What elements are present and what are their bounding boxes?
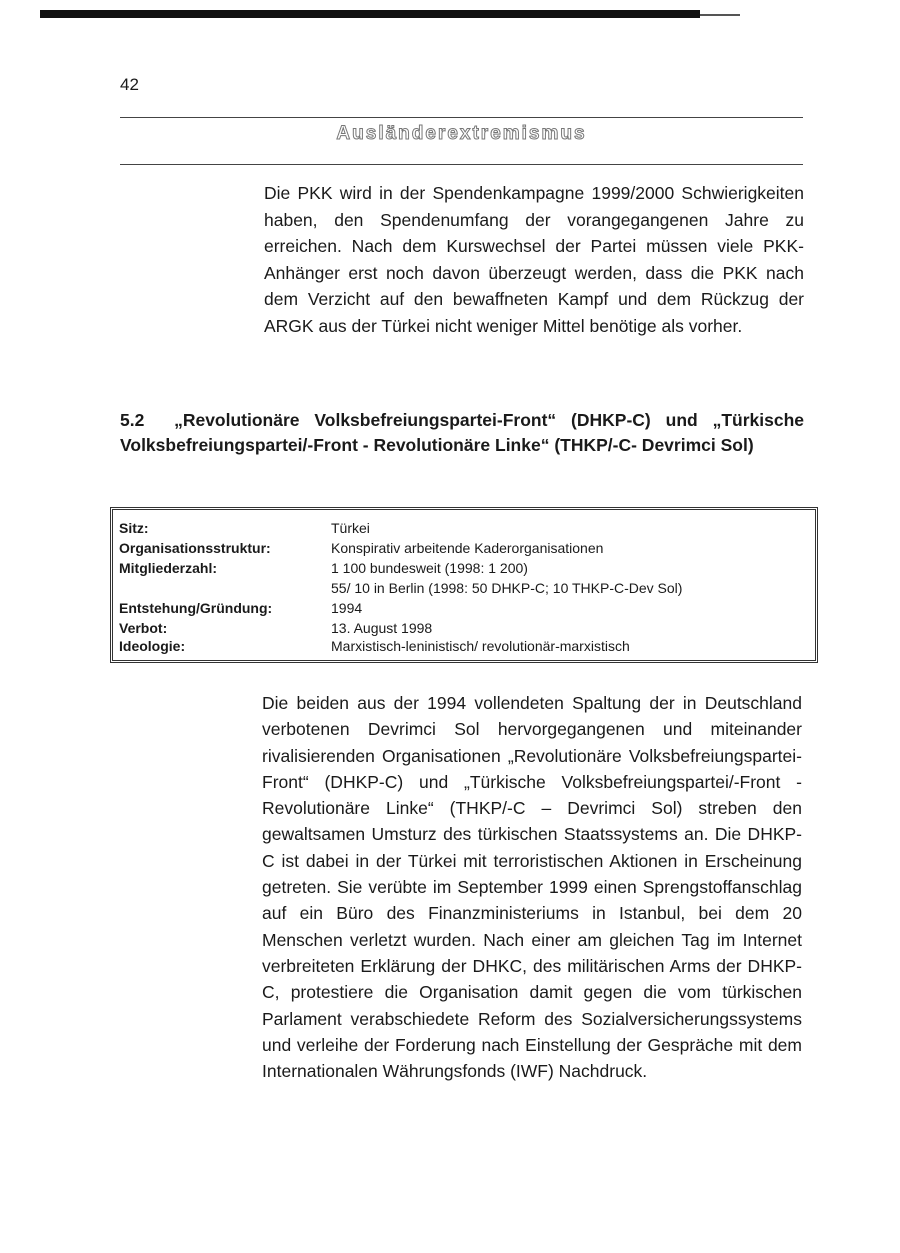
info-label: Entstehung/Gründung: [119,600,273,616]
top-scan-bar [40,10,700,18]
info-label: Verbot: [119,620,168,636]
info-label: Sitz: [119,520,149,536]
paragraph-dhkp-c: Die beiden aus der 1994 vollendeten Spaltung der in Deutschland verbotenen Devrimci Sol hervorgegangenen und miteinander rivalisierenden Organisationen „Revolutionäre Volksbefreiungspartei-Front“ (DHKP-C) und „Türkische Volksbefreiungspartei/-Front - Revolutionäre Linke“ (THKP/-C – Devrimci Sol) streben den gewaltsamen Umsturz des türkischen Staatssystems an. Die DHKP-C ist dabei in der Türkei mit terroristischen Aktionen in Erscheinung getreten. Sie verübte im September 1999 einen Sprengstoffanschlag auf ein Büro des Finanzministeriums in Istanbul, bei dem 20 Menschen verletzt wurden. Nach einer am gleichen Tag im Internet verbreiteten Erklärung der DHKC, des militärischen Arms der DHKP-C, protestiere die Organisation damit gegen die vom türkischen Parlament verabschiedete Reform des Sozialversicherungssystems und verleihe der Forderung nach Einstellung der Gespräche mit dem Internationalen Währungsfonds (IWF) Nachdruck. [262,693,802,1082]
section-heading-number: 5.2 [120,410,145,430]
organisation-info-box [110,507,818,663]
info-label: Organisationsstruktur: [119,540,271,556]
info-value: 1994 [331,600,363,616]
paragraph-pkk-donations: Die PKK wird in der Spendenkampagne 1999/2000 Schwierigkeiten haben, den Spendenumfang der vorangegangenen Jahre zu erreichen. Nach dem Kurswechsel der Partei müssen viele PKK-Anhänger erst noch davon überzeugt werden, dass die PKK nach dem Verzicht auf den bewaffneten Kampf und dem Rückzug der ARGK aus der Türkei nicht weniger Mittel benötige als vorher. [264,183,804,336]
page-number: 42 [120,75,139,94]
info-value: 1 100 bundesweit (1998: 1 200) [331,560,528,576]
info-value: Marxistisch-leninistisch/ revolutionär-marxistisch [331,638,630,654]
section-title: Ausländerextremismus [336,123,587,144]
info-label: Ideologie: [119,638,186,654]
top-scan-bar-tail [700,14,740,16]
info-label: Mitgliederzahl: [119,560,218,576]
section-heading [120,408,804,457]
header-rule-top [120,117,803,118]
section-heading-text: „Revolutionäre Volksbefreiungspartei-Front“ (DHKP-C) und „Türkische Volksbefreiungspartei/-Front - Revolutionäre Linke“ (THKP/-C- Devrimci Sol) [120,410,804,455]
info-value: 55/ 10 in Berlin (1998: 50 DHKP-C; 10 THKP-C-Dev Sol) [331,580,683,596]
info-value: 13. August 1998 [331,620,433,636]
info-value: Konspirativ arbeitende Kaderorganisationen [331,540,604,556]
header-rule-bottom [120,164,803,165]
info-value: Türkei [331,520,370,536]
